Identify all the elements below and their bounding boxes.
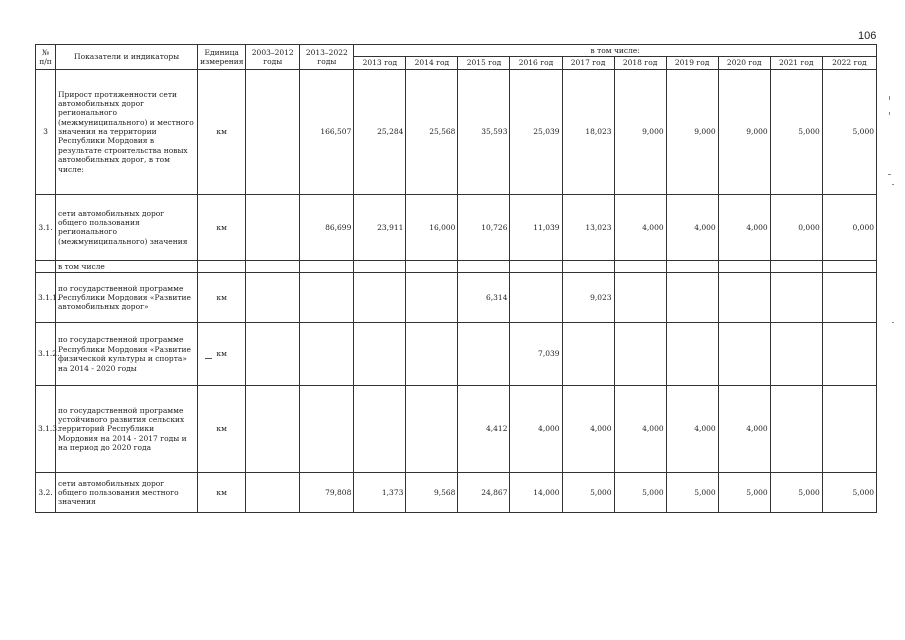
row-number: 3.1.3.	[36, 386, 56, 473]
scan-speck	[888, 174, 891, 175]
row-2003-2012	[246, 386, 300, 473]
row-year-value: 25,284	[354, 69, 406, 194]
header-year: 2019 год	[666, 57, 718, 69]
row-indicator: по государственной программе устойчивого развития сельских территорий Республики Мордовия на 2014 - 2017 годы и на период до 2020 года	[56, 386, 198, 473]
row-year-value	[562, 260, 614, 272]
row-number: 3.2.	[36, 473, 56, 513]
header-num: № п/п	[36, 45, 56, 70]
row-indicator: сети автомобильных дорог общего пользования регионального (межмуниципального) значения	[56, 194, 198, 260]
row-year-value: 9,000	[718, 69, 770, 194]
row-2013-2022	[300, 386, 354, 473]
row-year-value: 6,314	[458, 273, 510, 323]
row-year-value: 0,000	[822, 194, 876, 260]
row-year-value: 9,000	[666, 69, 718, 194]
row-2013-2022	[300, 323, 354, 386]
row-year-value: 11,039	[510, 194, 562, 260]
table-row	[36, 69, 877, 194]
row-2013-2022: 166,507	[300, 69, 354, 194]
row-unit: км	[198, 473, 246, 513]
row-year-value	[458, 260, 510, 272]
row-year-value: 14,000	[510, 473, 562, 513]
row-year-value	[666, 260, 718, 272]
row-2013-2022: 79,808	[300, 473, 354, 513]
row-year-value	[770, 323, 822, 386]
table-row	[36, 260, 877, 272]
row-2013-2022	[300, 273, 354, 323]
header-year: 2013 год	[354, 57, 406, 69]
row-year-value: 4,412	[458, 386, 510, 473]
row-year-value	[614, 260, 666, 272]
row-unit	[198, 260, 246, 272]
row-2003-2012	[246, 273, 300, 323]
row-unit: км	[198, 273, 246, 323]
row-year-value	[822, 273, 876, 323]
row-year-value: 10,726	[458, 194, 510, 260]
row-year-value: 5,000	[562, 473, 614, 513]
row-year-value	[666, 273, 718, 323]
row-year-value: 1,373	[354, 473, 406, 513]
scan-speck	[892, 322, 894, 323]
row-year-value	[666, 323, 718, 386]
row-year-value: 5,000	[666, 473, 718, 513]
row-2003-2012	[246, 473, 300, 513]
row-year-value: 4,000	[718, 386, 770, 473]
row-number	[36, 260, 56, 272]
row-2013-2022	[300, 260, 354, 272]
row-year-value	[354, 323, 406, 386]
row-year-value: 9,000	[614, 69, 666, 194]
row-year-value: 5,000	[718, 473, 770, 513]
row-year-value	[614, 273, 666, 323]
header-year: 2016 год	[510, 57, 562, 69]
row-year-value: 35,593	[458, 69, 510, 194]
row-year-value	[406, 273, 458, 323]
header-including: в том числе:	[354, 45, 877, 57]
row-2003-2012	[246, 323, 300, 386]
row-year-value	[770, 273, 822, 323]
row-year-value	[822, 386, 876, 473]
row-year-value	[510, 273, 562, 323]
page-number: 106	[858, 30, 877, 42]
row-year-value	[510, 260, 562, 272]
row-indicator: по государственной программе Республики Мордовия «Развитие физической культуры и спорта» на 2014 - 2020 годы	[56, 323, 198, 386]
scan-speck	[889, 112, 890, 115]
row-year-value	[406, 260, 458, 272]
row-2003-2012	[246, 194, 300, 260]
row-year-value: 24,867	[458, 473, 510, 513]
row-2013-2022: 86,699	[300, 194, 354, 260]
row-year-value	[822, 323, 876, 386]
row-year-value: 5,000	[822, 69, 876, 194]
row-unit: км	[198, 194, 246, 260]
row-year-value: 23,911	[354, 194, 406, 260]
row-indicator: Прирост протяженности сети автомобильных дорог регионального (межмуниципального) и местного значения на территории Республики Мордовия в результате строительства новых автомобильных дорог, в том числе:	[56, 69, 198, 194]
row-year-value: 16,000	[406, 194, 458, 260]
row-number: 3.1.2.	[36, 323, 56, 386]
row-year-value: 4,000	[510, 386, 562, 473]
row-2003-2012	[246, 69, 300, 194]
header-year: 2022 год	[822, 57, 876, 69]
row-year-value: 25,039	[510, 69, 562, 194]
header-year: 2020 год	[718, 57, 770, 69]
row-year-value: 4,000	[718, 194, 770, 260]
row-indicator: по государственной программе Республики Мордовия «Развитие автомобильных дорог»	[56, 273, 198, 323]
row-year-value	[822, 260, 876, 272]
row-unit: км	[198, 323, 246, 386]
indicators-table	[35, 44, 877, 513]
row-year-value: 4,000	[666, 386, 718, 473]
stray-dash	[205, 358, 212, 359]
row-year-value: 25,568	[406, 69, 458, 194]
row-year-value: 5,000	[614, 473, 666, 513]
row-year-value: 4,000	[614, 386, 666, 473]
row-year-value	[458, 323, 510, 386]
row-year-value: 4,000	[666, 194, 718, 260]
row-unit: км	[198, 386, 246, 473]
row-year-value	[354, 273, 406, 323]
row-year-value	[562, 323, 614, 386]
header-2003-2012: 2003–2012 годы	[246, 45, 300, 70]
row-year-value: 4,000	[562, 386, 614, 473]
row-year-value: 5,000	[770, 69, 822, 194]
row-year-value	[354, 386, 406, 473]
row-year-value: 9,568	[406, 473, 458, 513]
row-year-value	[718, 323, 770, 386]
row-number: 3.1.	[36, 194, 56, 260]
row-year-value: 5,000	[822, 473, 876, 513]
row-year-value: 13,023	[562, 194, 614, 260]
row-year-value	[614, 323, 666, 386]
table-row	[36, 473, 877, 513]
header-year: 2018 год	[614, 57, 666, 69]
header-year: 2015 год	[458, 57, 510, 69]
row-unit: км	[198, 69, 246, 194]
header-indicator: Показатели и индикаторы	[56, 45, 198, 70]
row-year-value	[770, 260, 822, 272]
header-year: 2014 год	[406, 57, 458, 69]
row-year-value: 5,000	[770, 473, 822, 513]
row-year-value	[406, 323, 458, 386]
row-number: 3.1.1.	[36, 273, 56, 323]
row-year-value	[718, 260, 770, 272]
row-year-value	[406, 386, 458, 473]
row-year-value	[354, 260, 406, 272]
row-number: 3	[36, 69, 56, 194]
row-year-value: 0,000	[770, 194, 822, 260]
row-year-value: 7,039	[510, 323, 562, 386]
table-row	[36, 273, 877, 323]
row-year-value	[770, 386, 822, 473]
row-year-value: 4,000	[614, 194, 666, 260]
row-year-value: 18,023	[562, 69, 614, 194]
scan-speck	[892, 184, 894, 185]
header-unit: Единица измерения	[198, 45, 246, 70]
table-row	[36, 194, 877, 260]
table-row	[36, 386, 877, 473]
row-2003-2012	[246, 260, 300, 272]
table-row	[36, 323, 877, 386]
row-indicator: в том числе	[56, 260, 198, 272]
header-year: 2017 год	[562, 57, 614, 69]
scan-speck	[889, 96, 890, 100]
header-2013-2022: 2013–2022 годы	[300, 45, 354, 70]
row-year-value	[718, 273, 770, 323]
row-year-value: 9,023	[562, 273, 614, 323]
header-year: 2021 год	[770, 57, 822, 69]
row-indicator: сети автомобильных дорог общего пользования местного значения	[56, 473, 198, 513]
